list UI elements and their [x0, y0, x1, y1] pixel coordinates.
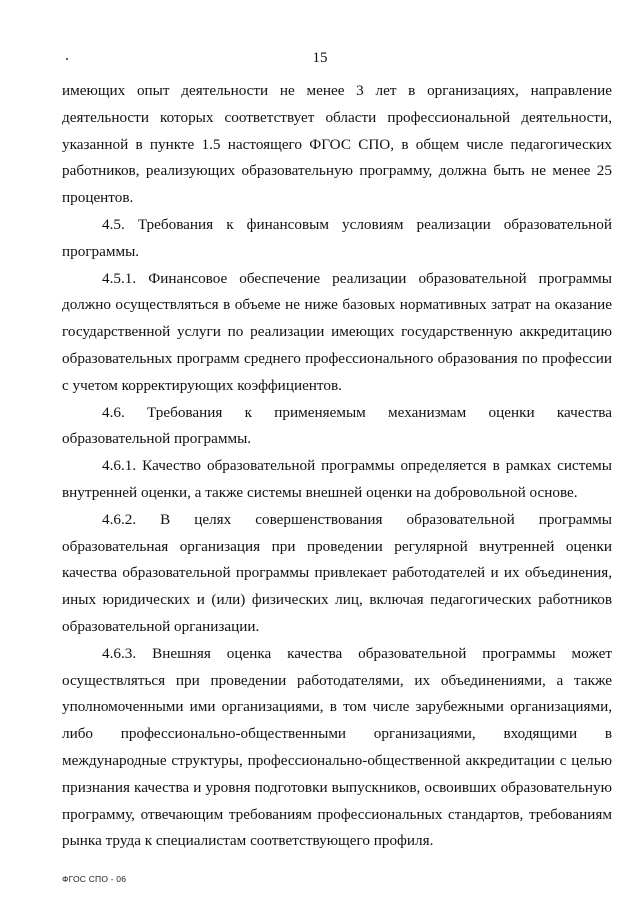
paragraph-4-6: 4.6. Требования к применяемым механизмам оценки качества образовательной программы. — [62, 403, 612, 448]
paragraph-4-6-1: 4.6.1. Качество образовательной программы определяется в рамках системы внутренней оценки, а также системы внешней оценки на добровольной основе. — [62, 457, 612, 501]
paragraph-4-5: 4.5. Требования к финансовым условиям реализации образовательной программы. — [62, 215, 612, 260]
paragraph-continuation: имеющих опыт деятельности не менее 3 лет в организациях, направление деятельности которых соответствует области профессиональной деятельности, указанной в пункте 1.5 настоящего ФГОС СПО, в общем числе педагогических работников, реализующих образовательную программу, должна быть не менее 25 процентов. — [62, 82, 612, 207]
paragraph-4-5-1: 4.5.1. Финансовое обеспечение реализации образовательной программы должно осуществляться в объеме не ниже базовых нормативных затрат на оказание государственной услуги по реализации имеющих государственную аккредитацию образовательных программ среднего профессионального образования по профессии с учетом корректирующих коэффициентов. — [62, 269, 612, 394]
scan-speck — [66, 58, 68, 60]
footer-document-code: ФГОС СПО - 06 — [62, 874, 127, 884]
document-body — [62, 78, 612, 855]
page-number: 15 — [312, 50, 328, 66]
paragraph-4-6-2: 4.6.2. В целях совершенствования образовательной программы образовательная организация при проведении регулярной внутренней оценки качества образовательной программы привлекает работодателей и их объединения, иных юридических и (или) физических лиц, включая педагогических работников образовательной организации. — [62, 510, 612, 635]
paragraph-4-6-3: 4.6.3. Внешняя оценка качества образовательной программы может осуществляться при проведении работодателями, их объединениями, а также уполномоченными ими организациями, в том числе зарубежными организациями, либо профессионально-общественными организациями, входящими в международные структуры, профессионально-общественной аккредитации с целью признания качества и уровня подготовки выпускников, освоивших образовательную программу, отвечающим требованиям профессиональных стандартов, требованиям рынка труда к специалистам соответствующего профиля. — [62, 644, 612, 850]
